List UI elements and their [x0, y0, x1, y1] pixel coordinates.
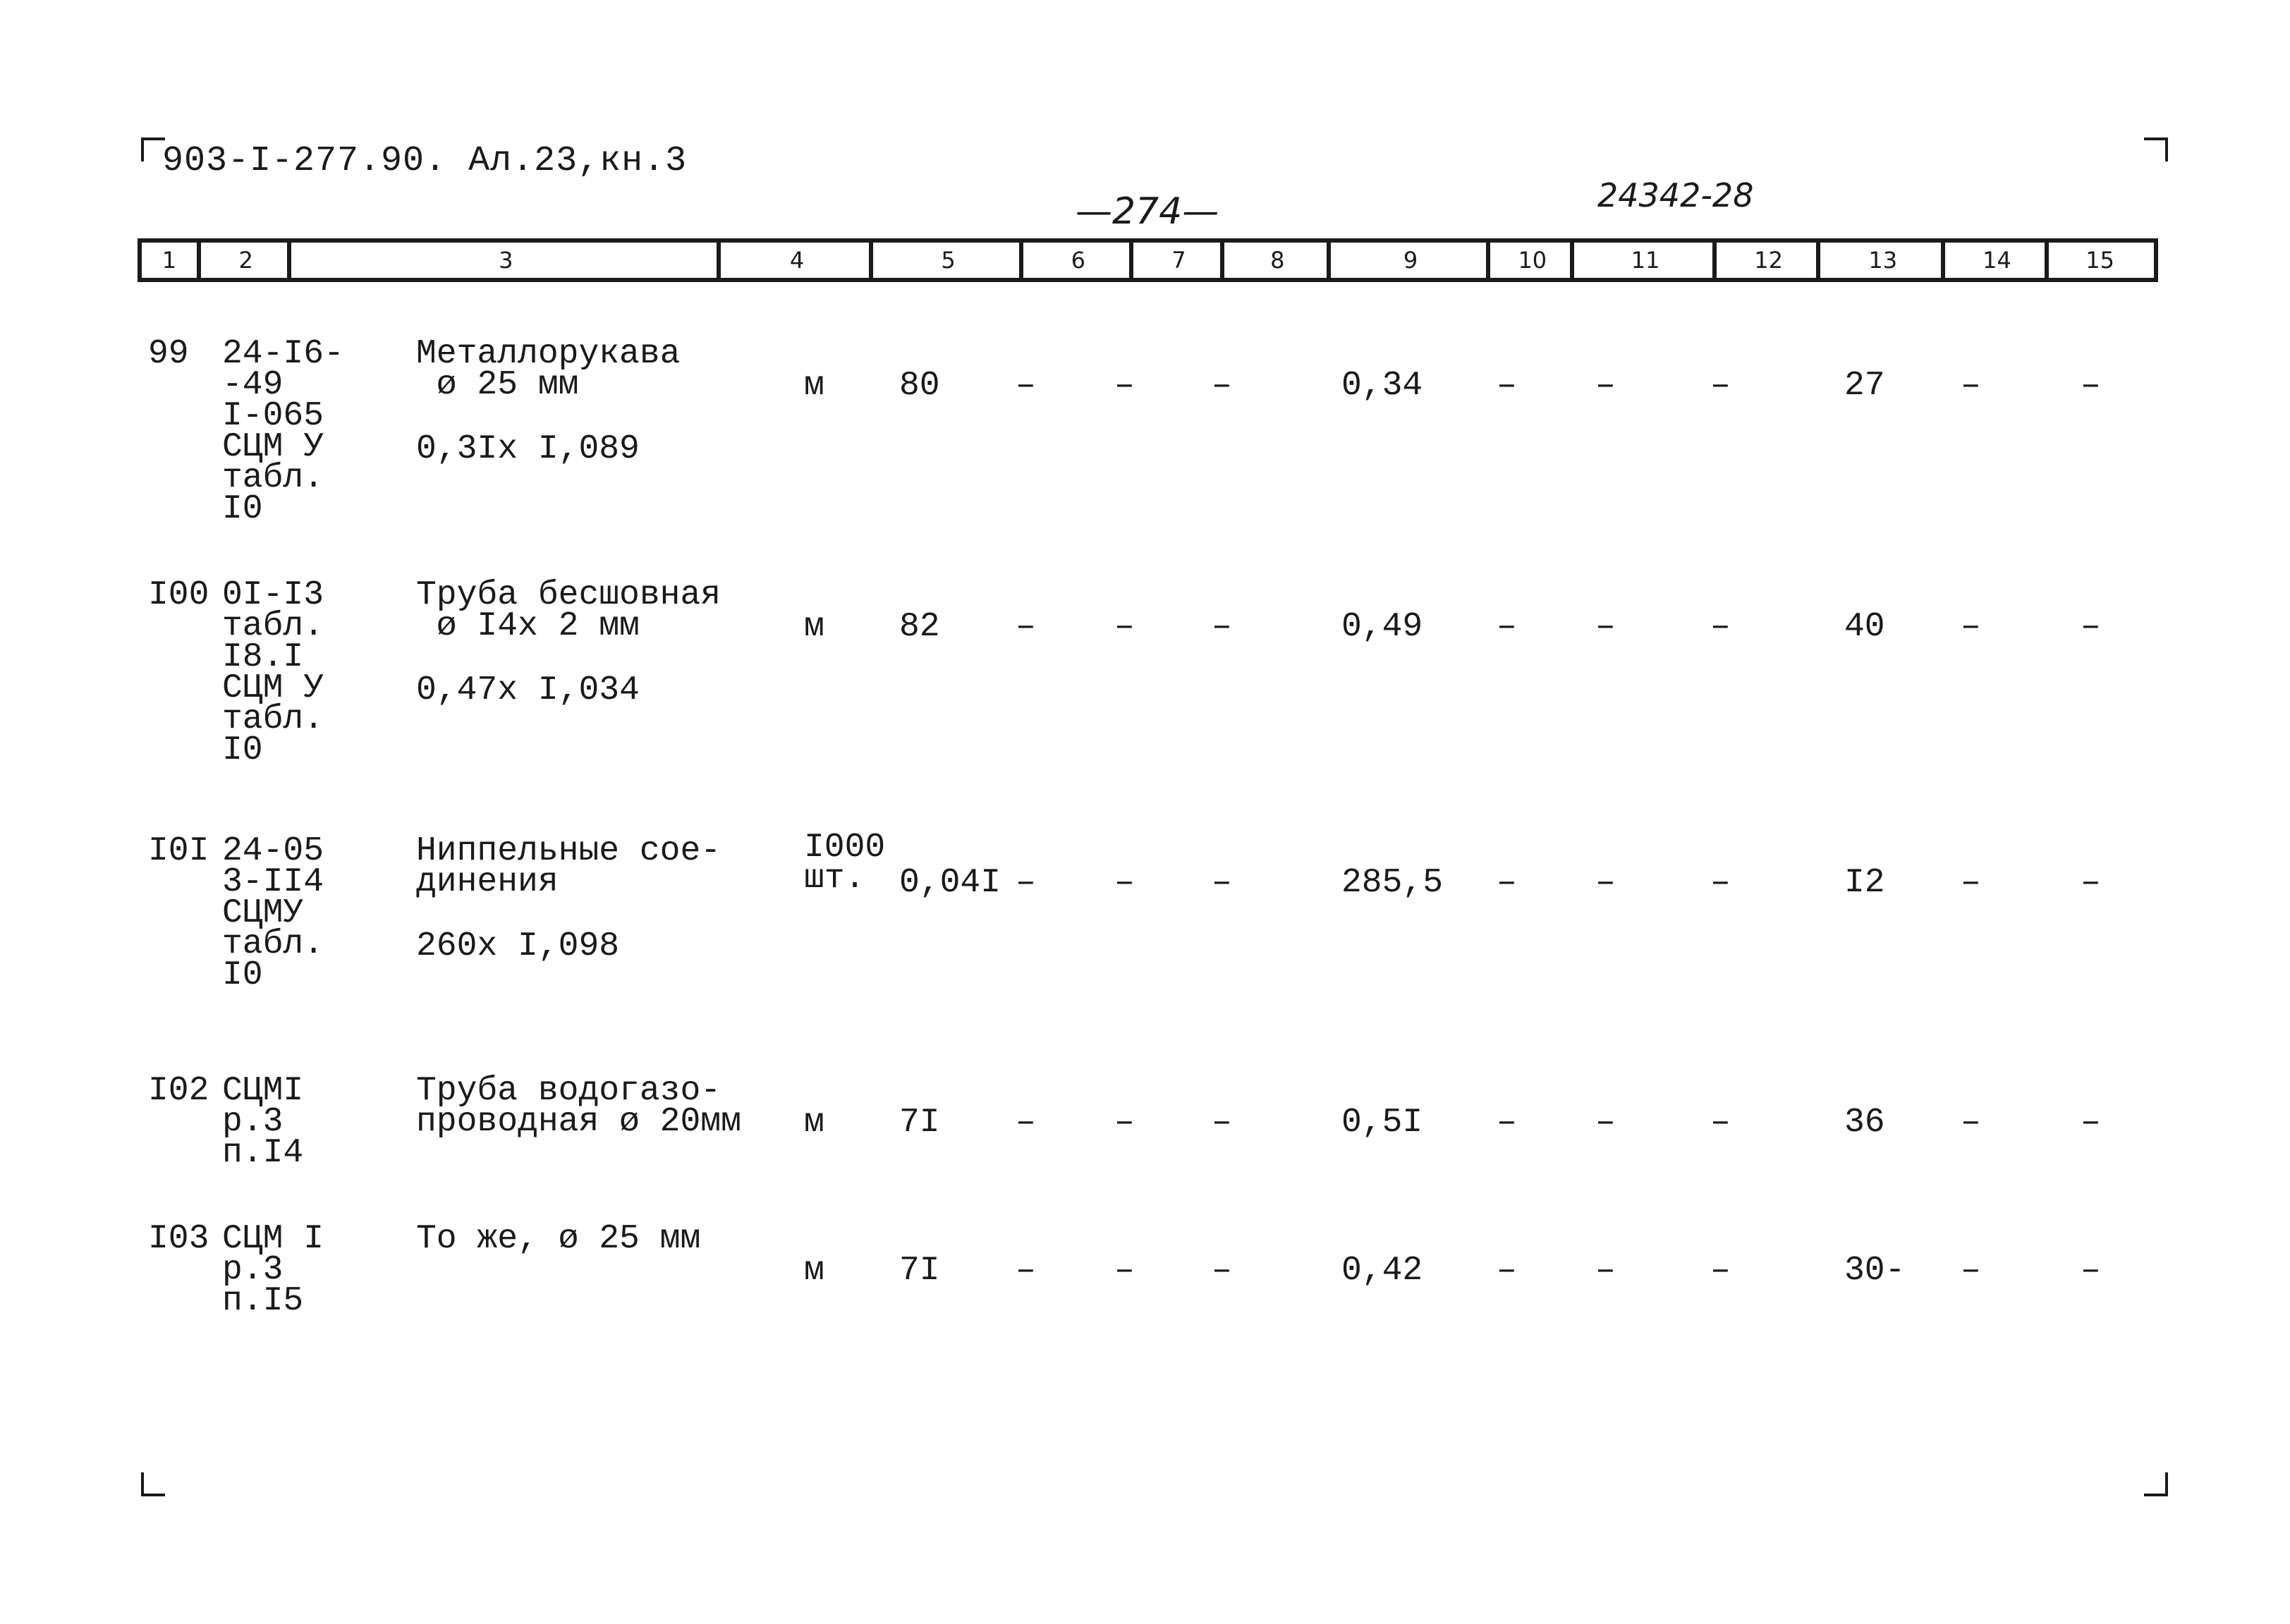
- cell-col-10: –: [1497, 367, 1517, 405]
- cell-col-7: –: [1114, 864, 1135, 902]
- norm-reference: [222, 832, 324, 994]
- cell-col-12: –: [1710, 864, 1731, 902]
- cell-col-5: 0,04I: [899, 864, 1001, 902]
- unit: [804, 367, 824, 405]
- item-description-line: Труба бесшовная: [416, 576, 721, 614]
- cell-col-12: –: [1710, 1104, 1731, 1142]
- item-description-line: То же, ø 25 мм: [416, 1220, 701, 1258]
- item-description: [416, 335, 681, 404]
- norm-reference-line: СЦМ У: [222, 669, 324, 707]
- unit-line: шт.: [804, 860, 865, 898]
- column-header-3: 3: [287, 243, 721, 278]
- cell-col-5: 7I: [899, 1104, 940, 1142]
- cell-col-14: –: [1961, 1104, 1981, 1142]
- cell-col-10: –: [1497, 1252, 1517, 1290]
- norm-reference-line: р.3: [222, 1251, 284, 1289]
- cell-col-14: –: [1961, 1252, 1981, 1290]
- cell-col-6: –: [1016, 864, 1036, 902]
- cell-col-9: 285,5: [1341, 864, 1444, 902]
- unit-line: м: [804, 367, 824, 405]
- norm-reference-line: п.I5: [222, 1282, 304, 1320]
- unit-line: I000: [804, 829, 886, 867]
- cell-col-5: 82: [899, 608, 940, 646]
- cell-col-8: –: [1212, 1252, 1232, 1290]
- cell-col-8: –: [1212, 608, 1232, 646]
- cell-col-13: 36: [1844, 1104, 1885, 1142]
- corner-mark-bottom-left: [141, 1472, 165, 1496]
- cell-col-15: –: [2081, 367, 2101, 405]
- cell-col-5: 80: [899, 367, 940, 405]
- norm-reference-line: I0: [222, 956, 263, 994]
- norm-reference-line: I8.I: [222, 638, 304, 676]
- unit: [804, 1104, 824, 1142]
- cell-col-11: –: [1595, 864, 1616, 902]
- cell-col-7: –: [1114, 367, 1135, 405]
- column-header-8: 8: [1220, 243, 1331, 278]
- norm-reference-line: 24-05: [222, 832, 324, 870]
- cell-col-7: –: [1114, 1252, 1135, 1290]
- cell-col-7: –: [1114, 1104, 1135, 1142]
- norm-reference-line: табл.: [222, 459, 324, 497]
- cell-col-10: –: [1497, 1104, 1517, 1142]
- row-number: I02: [148, 1072, 209, 1110]
- item-calculation: 0,47х I,034: [416, 671, 640, 709]
- cell-col-13: 30-: [1844, 1252, 1906, 1290]
- column-header-13: 13: [1816, 243, 1945, 278]
- cell-col-9: 0,5I: [1341, 1104, 1423, 1142]
- cell-col-11: –: [1595, 608, 1616, 646]
- norm-reference-line: р.3: [222, 1103, 284, 1141]
- cell-col-6: –: [1016, 367, 1036, 405]
- cell-col-12: –: [1710, 367, 1731, 405]
- cell-col-15: –: [2081, 864, 2101, 902]
- corner-mark-top-right: [2144, 138, 2168, 161]
- item-calculation: 260х I,098: [416, 927, 620, 965]
- norm-reference-line: СЦМI: [222, 1072, 304, 1110]
- item-description-line: Металлорукава: [416, 335, 681, 373]
- item-description-line: Ниппельные сое-: [416, 832, 721, 870]
- cell-col-15: –: [2081, 608, 2101, 646]
- cell-col-5: 7I: [899, 1252, 940, 1290]
- table-header-row: [138, 238, 2158, 282]
- cell-col-8: –: [1212, 1104, 1232, 1142]
- column-header-10: 10: [1486, 243, 1574, 278]
- cell-col-9: 0,42: [1341, 1252, 1423, 1290]
- cell-col-13: I2: [1844, 864, 1885, 902]
- column-header-11: 11: [1570, 243, 1717, 278]
- norm-reference: [222, 335, 344, 528]
- item-description-line: динения: [416, 863, 559, 901]
- column-header-2: 2: [197, 243, 291, 278]
- row-number: I03: [148, 1220, 209, 1258]
- page-number: —274—: [1076, 190, 1219, 233]
- norm-reference-line: табл.: [222, 925, 324, 963]
- column-header-5: 5: [869, 243, 1023, 278]
- item-description: [416, 576, 721, 645]
- column-header-4: 4: [717, 243, 873, 278]
- cell-col-6: –: [1016, 1104, 1036, 1142]
- norm-reference-line: I-065: [222, 397, 324, 435]
- cell-col-9: 0,49: [1341, 608, 1423, 646]
- column-header-1: 1: [162, 247, 177, 274]
- unit: [804, 829, 886, 898]
- cell-col-13: 27: [1844, 367, 1885, 405]
- norm-reference: [222, 1072, 304, 1172]
- item-description-line: ø I4х 2 мм: [416, 607, 640, 645]
- norm-reference-line: I0: [222, 490, 263, 528]
- item-description-line: Труба водогазо-: [416, 1072, 721, 1110]
- item-description-line: ø 25 мм: [416, 366, 579, 404]
- norm-reference-line: I0: [222, 731, 263, 769]
- corner-mark-top-left: [141, 138, 165, 161]
- norm-reference-line: СЦМ I: [222, 1220, 324, 1258]
- cell-col-14: –: [1961, 367, 1981, 405]
- item-calculation: 0,3Iх I,089: [416, 430, 640, 468]
- norm-reference-line: СЦМУ: [222, 894, 304, 932]
- row-number: I00: [148, 576, 209, 614]
- cell-col-15: –: [2081, 1252, 2101, 1290]
- cell-col-10: –: [1497, 608, 1517, 646]
- norm-reference-line: табл.: [222, 700, 324, 738]
- cell-col-8: –: [1212, 367, 1232, 405]
- column-header-6: 6: [1019, 243, 1133, 278]
- unit-line: м: [804, 608, 824, 646]
- cell-col-12: –: [1710, 1252, 1731, 1290]
- document-code: 903-I-277.90. Ал.23,кн.3: [162, 141, 688, 181]
- norm-reference-line: 0I-I3: [222, 576, 324, 614]
- cell-col-10: –: [1497, 864, 1517, 902]
- norm-reference-line: п.I4: [222, 1134, 304, 1172]
- cell-col-6: –: [1016, 1252, 1036, 1290]
- column-header-9: 9: [1327, 243, 1491, 278]
- item-description: [416, 1072, 741, 1141]
- cell-col-7: –: [1114, 608, 1135, 646]
- cell-col-12: –: [1710, 608, 1731, 646]
- column-header-12: 12: [1712, 243, 1820, 278]
- norm-reference-line: 3-II4: [222, 863, 324, 901]
- document-number: 24342-28: [1597, 176, 1754, 214]
- item-description-line: проводная ø 20мм: [416, 1103, 741, 1141]
- item-description: [416, 1220, 701, 1258]
- row-number: 99: [148, 335, 189, 373]
- cell-col-14: –: [1961, 864, 1981, 902]
- norm-reference-line: СЦМ У: [222, 428, 324, 466]
- column-header-15: 15: [2045, 243, 2152, 278]
- unit: [804, 1252, 824, 1290]
- corner-mark-bottom-right: [2144, 1472, 2168, 1496]
- cell-col-11: –: [1595, 1104, 1616, 1142]
- norm-reference-line: табл.: [222, 607, 324, 645]
- cell-col-11: –: [1595, 367, 1616, 405]
- cell-col-6: –: [1016, 608, 1036, 646]
- norm-reference: [222, 1220, 324, 1320]
- cell-col-15: –: [2081, 1104, 2101, 1142]
- cell-col-9: 0,34: [1341, 367, 1423, 405]
- cell-col-14: –: [1961, 608, 1981, 646]
- cell-col-13: 40: [1844, 608, 1885, 646]
- row-number: I0I: [148, 832, 209, 870]
- column-header-7: 7: [1129, 243, 1224, 278]
- norm-reference-line: -49: [222, 366, 284, 404]
- unit-line: м: [804, 1252, 824, 1290]
- cell-col-8: –: [1212, 864, 1232, 902]
- cell-col-11: –: [1595, 1252, 1616, 1290]
- norm-reference-line: 24-I6-: [222, 335, 344, 373]
- norm-reference: [222, 576, 324, 769]
- unit-line: м: [804, 1104, 824, 1142]
- item-description: [416, 832, 721, 901]
- column-header-14: 14: [1941, 243, 2048, 278]
- unit: [804, 608, 824, 646]
